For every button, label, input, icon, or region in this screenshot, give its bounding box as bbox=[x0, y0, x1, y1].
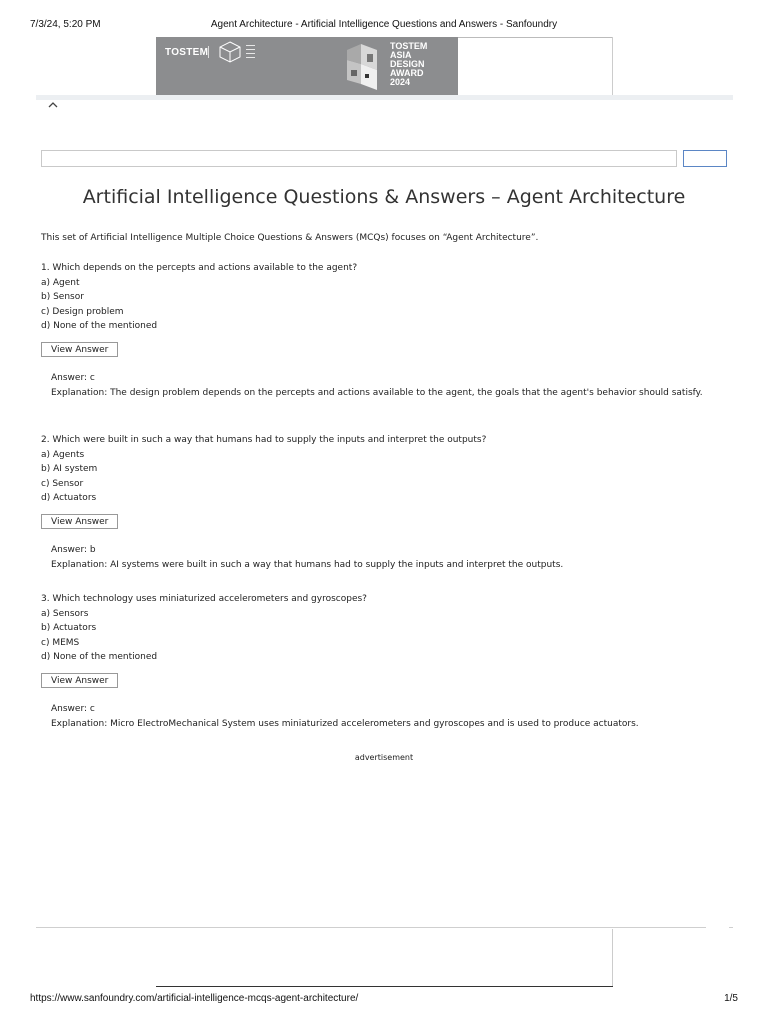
explanation-text: Explanation: AI systems were built in such a way that humans had to supply the inputs and interpret the outputs. bbox=[51, 559, 564, 570]
option-d: d) Actuators bbox=[41, 493, 97, 503]
question-block bbox=[41, 261, 731, 400]
ad-frame-top bbox=[458, 37, 613, 38]
ad-banner[interactable] bbox=[156, 37, 458, 95]
option-c: c) Sensor bbox=[41, 478, 84, 489]
advertisement-label: advertisement bbox=[354, 753, 414, 762]
print-url: https://www.sanfoundry.com/artificial-intelligence-mcqs-agent-architecture/ bbox=[30, 993, 359, 1004]
option-a: a) Agents bbox=[41, 449, 85, 460]
question-block bbox=[41, 592, 731, 731]
view-answer-button[interactable]: View Answer bbox=[41, 673, 118, 688]
answer-block bbox=[41, 371, 731, 400]
answer-text: Answer: c bbox=[51, 373, 95, 383]
option-b: b) Actuators bbox=[41, 623, 97, 633]
explanation-text: Explanation: The design problem depends on the percepts and actions available to the agent, the goals that the agent's behavior should satisfy. bbox=[51, 387, 703, 398]
option-d: d) None of the mentioned bbox=[41, 652, 158, 662]
option-b: b) AI system bbox=[41, 464, 98, 474]
ad-frame-right bbox=[612, 929, 613, 987]
intro-text: This set of Artificial Intelligence Multiple Choice Questions & Answers (MCQs) focuses on “Agent Architecture”. bbox=[41, 233, 539, 243]
ad-frame-bottom bbox=[156, 986, 613, 987]
award-line: AWARD bbox=[390, 68, 424, 78]
page-title: Artificial Intelligence Questions & Answers – Agent Architecture bbox=[82, 186, 686, 208]
award-sculpture-icon bbox=[339, 40, 389, 94]
print-datetime: 7/3/24, 5:20 PM bbox=[30, 19, 101, 30]
divider bbox=[729, 927, 733, 928]
search-button[interactable] bbox=[683, 150, 727, 167]
option-c: c) MEMS bbox=[41, 637, 80, 648]
ad-brand: TOSTEM bbox=[165, 47, 209, 58]
print-footer bbox=[0, 993, 768, 1007]
search-input[interactable] bbox=[41, 150, 677, 167]
nav-bar bbox=[36, 95, 733, 100]
ad-frame-right bbox=[612, 37, 613, 95]
ad-divider bbox=[208, 46, 209, 58]
question-text: 2. Which were built in such a way that humans had to supply the inputs and interpret the outputs? bbox=[41, 435, 487, 445]
answer-block bbox=[41, 702, 731, 731]
award-text bbox=[390, 42, 427, 87]
answer-block bbox=[41, 543, 731, 572]
print-header bbox=[0, 19, 768, 33]
divider bbox=[36, 927, 706, 928]
answer-text: Answer: c bbox=[51, 704, 95, 714]
view-answer-button[interactable]: View Answer bbox=[41, 514, 118, 529]
explanation-text: Explanation: Micro ElectroMechanical System uses miniaturized accelerometers and gyroscopes and is used to produce actuators. bbox=[51, 718, 639, 729]
option-d: d) None of the mentioned bbox=[41, 321, 158, 331]
award-line: 2024 bbox=[390, 77, 411, 87]
answer-text: Answer: b bbox=[51, 545, 96, 555]
print-page-number: 1/5 bbox=[724, 993, 738, 1004]
award-line: TOSTEM bbox=[390, 41, 428, 51]
cube-logo-icon bbox=[218, 40, 242, 64]
chevron-up-icon[interactable] bbox=[46, 99, 60, 111]
question-text: 1. Which depends on the percepts and actions available to the agent? bbox=[41, 263, 358, 273]
award-line: DESIGN bbox=[390, 59, 425, 69]
option-b: b) Sensor bbox=[41, 292, 84, 302]
option-a: a) Agent bbox=[41, 277, 80, 288]
question-text: 3. Which technology uses miniaturized accelerometers and gyroscopes? bbox=[41, 594, 367, 604]
option-c: c) Design problem bbox=[41, 306, 124, 317]
logo-text-lines-icon bbox=[246, 45, 255, 61]
question-block bbox=[41, 433, 731, 572]
award-line: ASIA bbox=[390, 50, 412, 60]
print-title: Agent Architecture - Artificial Intelligence Questions and Answers - Sanfoundry bbox=[210, 19, 558, 30]
view-answer-button[interactable]: View Answer bbox=[41, 342, 118, 357]
option-a: a) Sensors bbox=[41, 608, 89, 619]
